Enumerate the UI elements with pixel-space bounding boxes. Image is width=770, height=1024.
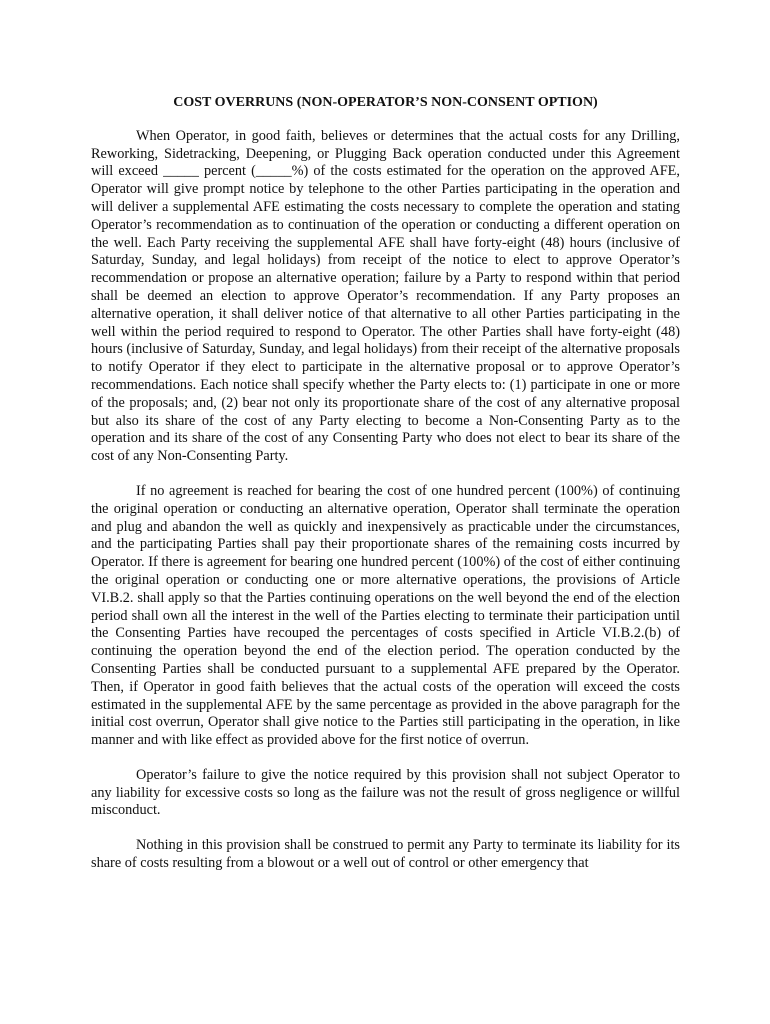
document-title: COST OVERRUNS (NON-OPERATOR’S NON-CONSENT OPTION) — [173, 95, 598, 110]
paragraph-no-agreement: If no agreement is reached for bearing the cost of one hundred percent (100%) of continuing the original operation or conducting an alternative operation, Operator shall terminate the operation and plug and abandon the well as quickly and inexpensively as practicable under the circumstances, and the participating Parties shall pay their proportionate shares of the remaining costs incurred by Operator. If there is agreement for bearing one hundred percent (100%) of the cost of either continuing the original operation or conducting one or more alternative operations, the provisions of Article VI.B.2. shall apply so that the Parties continuing operations on the well beyond the end of the election period shall own all the interest in the well of the Parties electing to terminate their participation until the Consenting Parties have recouped the percentages of costs specified in Article VI.B.2.(b) of continuing the operation beyond the end of the election period. The operation conducted by the Consenting Parties shall be conducted pursuant to a supplemental AFE prepared by the Operator. Then, if Operator in good faith believes that the actual costs of the operation will exceed the costs estimated in the supplemental AFE by the same percentage as provided in the above paragraph for the initial cost overrun, Operator shall give notice to the Parties still participating in the operation, in like manner and with like effect as provided above for the first notice of overrun. — [91, 482, 680, 749]
paragraph-blowout-liability: Nothing in this provision shall be construed to permit any Party to terminate its liability for its share of costs resulting from a blowout or a well out of control or other emergency that — [91, 837, 680, 872]
paragraph-notice-of-overrun: When Operator, in good faith, believes or determines that the actual costs for any Drilling, Reworking, Sidetracking, Deepening, or Plugging Back operation conducted under this Agreement will exceed _____ percent (_____%) of the costs estimated for the operation on the approved AFE, Operator will give prompt notice by telephone to the other Parties participating in the operation and will deliver a supplemental AFE estimating the costs necessary to complete the operation and stating Operator’s recommendation as to continuation of the operation or conducting a different operation on the well. Each Party receiving the supplemental AFE shall have forty-eight (48) hours (inclusive of Saturday, Sunday, and legal holidays) from receipt of the notice to elect to approve Operator’s recommendation or propose an alternative operation; failure by a Party to respond within that period shall be deemed an election to approve Operator’s recommendation. If any Party proposes an alternative operation, it shall deliver notice of that alternative to all other Parties participating in the well within the period required to respond to Operator. The other Parties shall have forty-eight (48) hours (inclusive of Saturday, Sunday, and legal holidays) from their receipt of the alternative proposals to notify Operator if they elect to participate in the alternative proposal or to approve Operator’s recommendations. Each notice shall specify whether the Party elects to: (1) participate in one or more of the proposals; and, (2) bear not only its proportionate share of the cost of any alternative proposal but also its share of the cost of any Party electing to become a Non-Consenting Party as to the operation and its share of the cost of any Consenting Party who does not elect to bear its share of the cost of any Non-Consenting Party. — [91, 127, 680, 465]
document-body — [91, 94, 680, 890]
paragraph-operator-liability: Operator’s failure to give the notice required by this provision shall not subject Operator to any liability for excessive costs so long as the failure was not the result of gross negligence or willful misconduct. — [91, 766, 680, 819]
